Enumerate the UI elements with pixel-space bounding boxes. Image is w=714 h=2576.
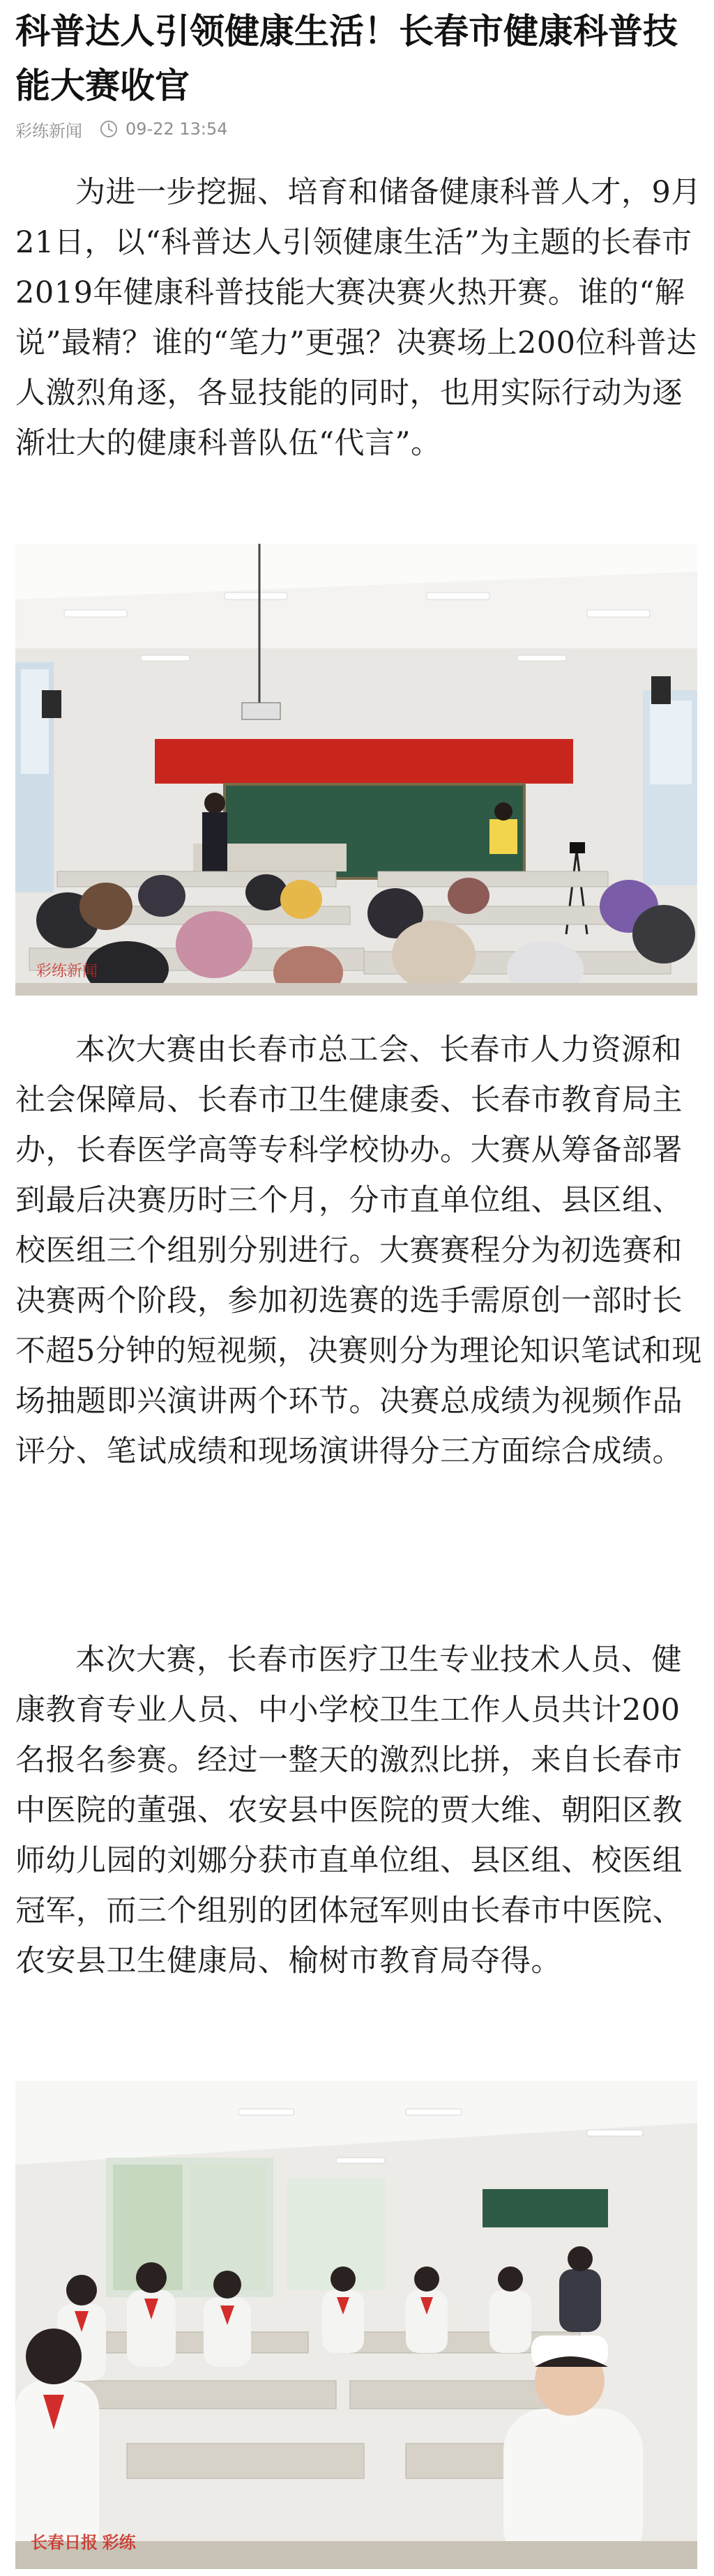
students-classroom-photo <box>15 2081 697 2569</box>
article-source[interactable]: 彩练新闻 <box>15 121 82 141</box>
publish-time: 09-22 13:54 <box>126 119 228 139</box>
article-meta <box>15 115 228 143</box>
exam-hall-photo <box>15 544 697 996</box>
paragraph-intro: 为进一步挖掘、培育和储备健康科普人才，9月21日，以“科普达人引领健康生活”为主题的长春市2019年健康科普技能大赛决赛火热开赛。谁的“解说”最精？谁的“笔力”更强？决赛场上200位科普达人激烈角逐，各显技能的同时，也用实际行动为逐渐壮大的健康科普队伍“代言”。 <box>15 175 701 461</box>
article-title: 科普达人引领健康生活！长春市健康科普技能大赛收官 <box>15 11 678 106</box>
paragraph-organizers: 本次大赛由长春市总工会、长春市人力资源和社会保障局、长春市卫生健康委、长春市教育局主办，长春医学高等专科学校协办。大赛从筹备部署到最后决赛历时三个月，分市直单位组、县区组、校医组三个组别分别进行。大赛赛程分为初选赛和决赛两个阶段，参加初选赛的选手需原创一部时长不超5分钟的短视频，决赛则分为理论知识笔试和现场抽题即兴演讲两个环节。决赛总成绩为视频作品评分、笔试成绩和现场演讲得分三方面综合成绩。 <box>15 1032 702 1469</box>
clock-icon <box>99 119 119 139</box>
paragraph-results: 本次大赛，长春市医疗卫生专业技术人员、健康教育专业人员、中小学校卫生工作人员共计200名报名参赛。经过一整天的激烈比拼，来自长春市中医院的董强、农安县中医院的贾大维、朝阳区教师幼儿园的刘娜分获市直单位组、县区组、校医组冠军，而三个组别的团体冠军则由长春市中医院、农安县卫生健康局、榆树市教育局夺得。 <box>15 1643 683 1979</box>
svg-text:彩练新闻: 彩练新闻 <box>36 962 98 980</box>
svg-text:长春日报 彩练: 长春日报 彩练 <box>31 2533 136 2552</box>
